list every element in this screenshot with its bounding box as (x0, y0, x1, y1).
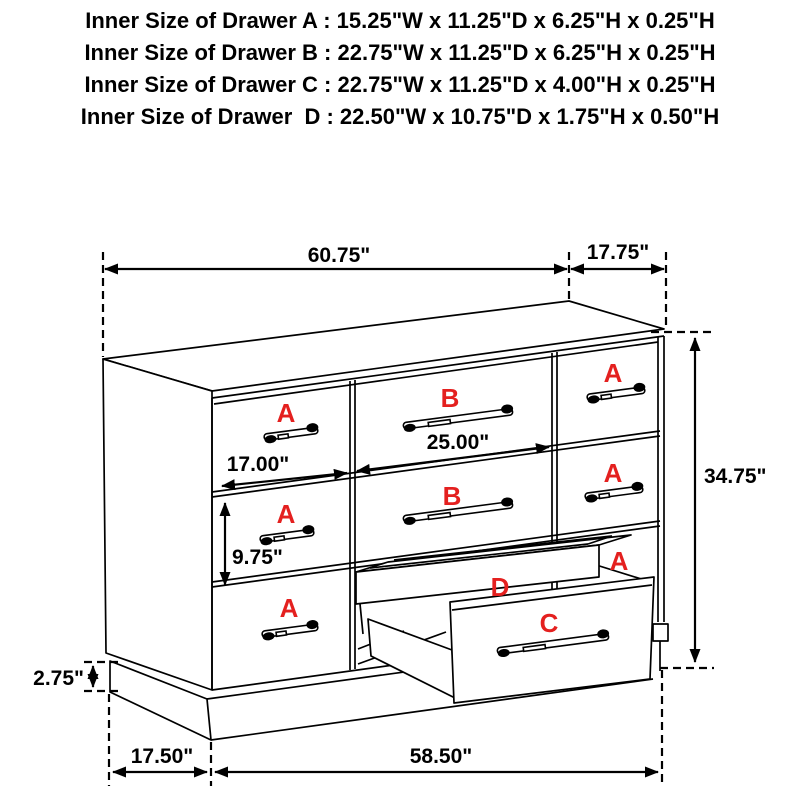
label-drawer-a-right-3: A (609, 546, 629, 576)
dim-drawer-a-width-label: 17.00" (226, 453, 290, 476)
right-foot (653, 624, 668, 641)
label-drawer-a-right-1: A (603, 358, 623, 388)
dim-top-width-label: 60.75" (307, 244, 371, 267)
label-drawer-b-1: B (440, 383, 460, 413)
label-drawer-a-right-2: A (603, 458, 623, 488)
column-divider-left (350, 380, 355, 670)
dim-drawer-a-height-label: 9.75" (232, 546, 283, 569)
dim-height-label: 34.75" (704, 465, 767, 488)
dim-base-height (33, 662, 118, 691)
label-drawer-a-left-3: A (279, 593, 299, 623)
label-drawer-b-2: B (442, 481, 462, 511)
dim-drawer-b-width-label: 25.00" (426, 431, 490, 454)
dim-bottom-depth-label: 17.50" (130, 745, 194, 768)
dim-top-depth-label: 17.75" (586, 241, 650, 264)
dim-height (651, 332, 767, 668)
inner-size-line-b: Inner Size of Drawer B : 22.75"W x 11.25"D x 6.25"H x 0.25"H (84, 40, 716, 65)
inner-size-line-a: Inner Size of Drawer A : 15.25"W x 11.25"D x 6.25"H x 0.25"H (85, 8, 715, 33)
drawer-c-left-side-panel (368, 619, 455, 698)
label-drawer-a-left-2: A (276, 499, 296, 529)
inner-size-line-d: Inner Size of Drawer D : 22.50"W x 10.75"D x 1.75"H x 0.50"H (80, 104, 720, 129)
dim-bottom-width-label: 58.50" (409, 745, 473, 768)
base-front-bottom-edge (211, 679, 653, 740)
label-drawer-a-left-1: A (276, 398, 296, 428)
label-drawer-c: C (539, 608, 559, 638)
label-drawer-d: D (490, 572, 510, 602)
cabinet-top-face (103, 301, 664, 391)
cabinet-left-side-face (103, 359, 212, 690)
dim-base-height-label: 2.75" (33, 667, 84, 690)
inner-size-line-c: Inner Size of Drawer C : 22.75"W x 11.25"D x 4.00"H x 0.25"H (84, 72, 716, 97)
